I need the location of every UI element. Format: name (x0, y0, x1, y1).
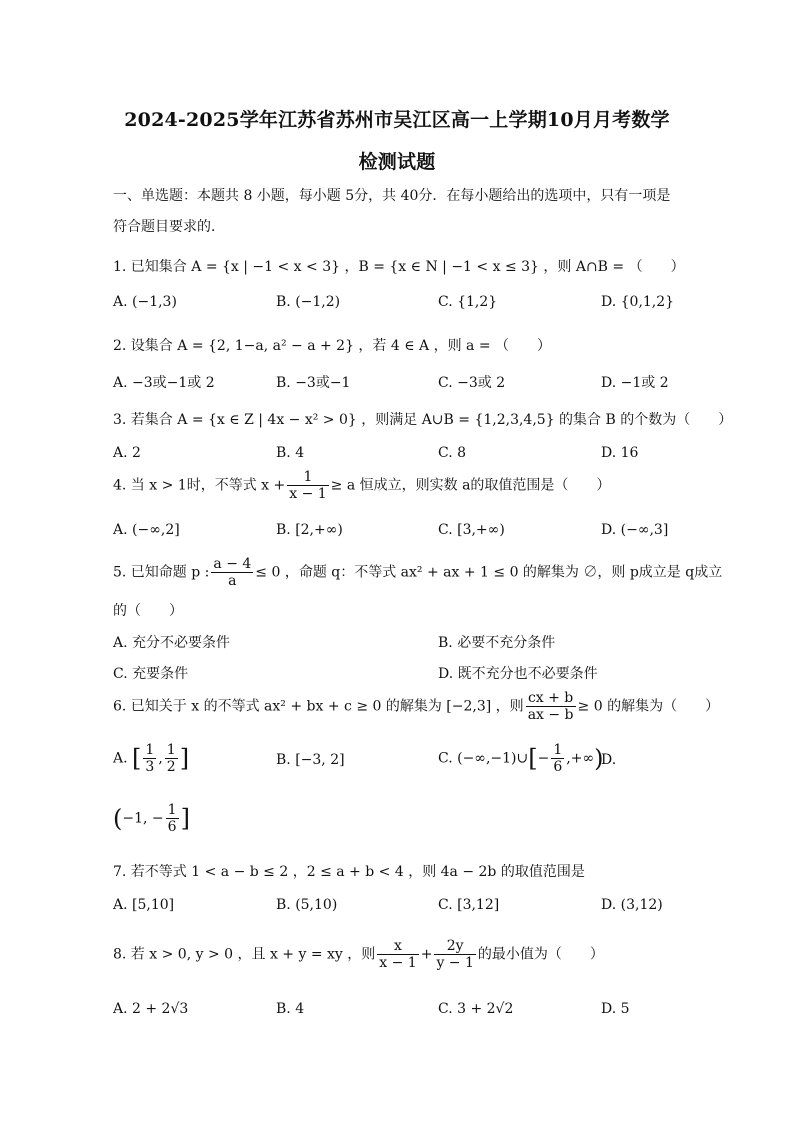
question-1-option-c: C. {1,2} (438, 294, 498, 310)
question-8-option-d: D. 5 (601, 1001, 630, 1017)
question-8-fraction-1 (377, 938, 418, 971)
question-2-option-c: C. −3或 2 (438, 375, 506, 391)
minus-sign-icon: − (537, 750, 550, 767)
question-8-stem (113, 938, 604, 971)
question-6-option-a-den-1: 3 (145, 759, 155, 775)
question-8-option-a: A. 2 + 2√3 (113, 1001, 189, 1017)
question-3-option-b: B. 4 (276, 445, 305, 461)
question-4-fraction-denominator: x − 1 (289, 486, 327, 502)
question-6-option-d-fraction (166, 802, 179, 835)
question-2-stem: 2. 设集合 A = {2, 1−a, a² − a + 2} ，若 4 ∈ A ，则 a = （ ） (113, 338, 552, 354)
question-5-fraction-denominator: a (228, 573, 237, 589)
question-6-option-a-fraction-1 (143, 742, 156, 775)
question-5-option-b: B. 必要不充分条件 (438, 635, 556, 651)
page-title-line2: 检测试题 (358, 151, 436, 173)
question-6-option-a (113, 742, 189, 775)
question-4-stem-before: 4. 当 x > 1时，不等式 x + (113, 477, 286, 494)
question-6-stem-after: ≥ 0 的解集为（ ） (577, 698, 720, 715)
question-1-option-b: B. (−1,2) (276, 294, 341, 310)
question-2-option-a: A. −3或−1或 2 (113, 375, 215, 391)
question-7-option-a: A. [5,10] (113, 897, 175, 913)
question-8-option-b: B. 4 (276, 1001, 305, 1017)
question-7-option-c: C. [3,12] (438, 897, 500, 913)
question-5-option-c: C. 充要条件 (113, 666, 189, 682)
section-instructions-line2: 符合题目要求的． (113, 219, 225, 235)
question-5-stem-before: 5. 已知命题 p : (113, 564, 210, 581)
question-6-option-d-label: D. (601, 752, 617, 768)
question-6-option-a-label: A. (113, 750, 128, 767)
question-8-plus: + (420, 946, 433, 963)
question-4-option-d: D. (−∞,3] (601, 522, 669, 538)
left-bracket-icon: [ (132, 744, 142, 773)
question-5-fraction-numerator: a − 4 (213, 556, 252, 572)
question-5-stem-line2: 的（ ） (113, 603, 183, 619)
question-4-option-a: A. (−∞,2] (113, 522, 180, 538)
question-6-stem (113, 690, 719, 723)
question-3-stem: 3. 若集合 A = {x ∈ Z | 4x − x² > 0} ，则满足 A∪B = {1,2,3,4,5} 的集合 B 的个数为（ ） (113, 412, 733, 428)
question-8-stem-after: 的最小值为（ ） (477, 946, 604, 963)
left-bracket-icon: [ (528, 744, 538, 773)
question-6-option-c (438, 742, 604, 775)
right-paren-icon: ) (594, 744, 604, 773)
question-8-fraction-1-numerator: x (377, 938, 418, 955)
question-6-option-c-before: C. (−∞,−1)∪ (438, 750, 529, 767)
question-5-stem-after: ≤ 0 ，命题 q：不等式 ax² + ax + 1 ≤ 0 的解集为 ∅，则 p成立是 q成立 (255, 564, 723, 581)
question-5-option-a: A. 充分不必要条件 (113, 635, 231, 651)
question-5-fraction (211, 556, 253, 589)
question-4-fraction (287, 469, 328, 502)
question-6-fraction (526, 690, 576, 723)
question-6-option-c-den: 6 (553, 759, 563, 775)
question-4-fraction-numerator: 1 (287, 469, 328, 486)
question-5-stem (113, 556, 722, 589)
question-6-option-a-num-2: 1 (166, 742, 176, 758)
section-instructions-line1: 一、单选题：本题共 8 小题，每小题 5分，共 40分．在每小题给出的选项中，只有一项是 (113, 188, 671, 204)
page-title-line1: 2024-2025学年江苏省苏州市吴江区高一上学期10月月考数学 (124, 109, 670, 131)
question-8-stem-before: 8. 若 x > 0, y > 0 ，且 x + y = xy ，则 (113, 946, 376, 963)
question-2-option-d: D. −1或 2 (601, 375, 669, 391)
question-6-option-c-fraction (551, 742, 564, 775)
question-7-option-d: D. (3,12) (601, 897, 663, 913)
question-7-option-b: B. (5,10) (276, 897, 338, 913)
question-6-option-d (113, 802, 190, 835)
question-1-option-a: A. (−1,3) (113, 294, 177, 310)
question-8-fraction-1-denominator: x − 1 (379, 955, 417, 971)
question-6-option-b: B. [−3, 2] (276, 752, 345, 768)
question-6-option-d-num: 1 (167, 802, 177, 818)
question-1-option-d: D. {0,1,2} (601, 294, 675, 310)
question-2-option-b: B. −3或−1 (276, 375, 351, 391)
question-3-option-a: A. 2 (113, 445, 141, 461)
question-8-fraction-2 (434, 938, 475, 971)
question-6-option-c-num: 1 (553, 742, 563, 758)
question-8-fraction-2-numerator: 2y (434, 938, 475, 955)
question-3-option-d: D. 16 (601, 445, 639, 461)
question-4-stem-after: ≥ a 恒成立，则实数 a的取值范围是（ ） (330, 477, 611, 494)
right-bracket-icon: ] (179, 744, 190, 773)
question-6-option-a-num-1: 1 (145, 742, 155, 758)
question-4-option-c: C. [3,+∞) (438, 522, 505, 538)
question-6-stem-before: 6. 已知关于 x 的不等式 ax² + bx + c ≥ 0 的解集为 [−2,3] ，则 (113, 698, 524, 715)
question-6-option-c-after: ,+∞ (566, 750, 595, 767)
question-8-option-c: C. 3 + 2√2 (438, 1001, 514, 1017)
right-bracket-icon: ] (180, 804, 190, 833)
question-4-option-b: B. [2,+∞) (276, 522, 343, 538)
question-6-option-d-den: 6 (167, 819, 177, 835)
question-1-stem: 1. 已知集合 A = {x | −1 < x < 3} ，B = {x ∈ N | −1 < x ≤ 3} ，则 A∩B = （ ） (113, 259, 685, 275)
question-6-option-a-den-2: 2 (166, 759, 176, 775)
question-4-stem (113, 469, 610, 502)
left-paren-icon: ( (113, 804, 123, 833)
question-7-stem: 7. 若不等式 1 < a − b ≤ 2 ，2 ≤ a + b < 4 ，则 4a − 2b 的取值范围是 (113, 864, 585, 880)
question-6-option-d-before: −1, − (122, 810, 164, 827)
question-6-fraction-numerator: cx + b (526, 690, 576, 707)
question-3-option-c: C. 8 (438, 445, 467, 461)
question-8-fraction-2-denominator: y − 1 (436, 955, 474, 971)
question-6-option-a-fraction-2 (165, 742, 178, 775)
question-5-option-d: D. 既不充分也不必要条件 (438, 666, 598, 682)
comma-icon: , (158, 750, 163, 767)
question-6-fraction-denominator: ax − b (527, 707, 574, 723)
